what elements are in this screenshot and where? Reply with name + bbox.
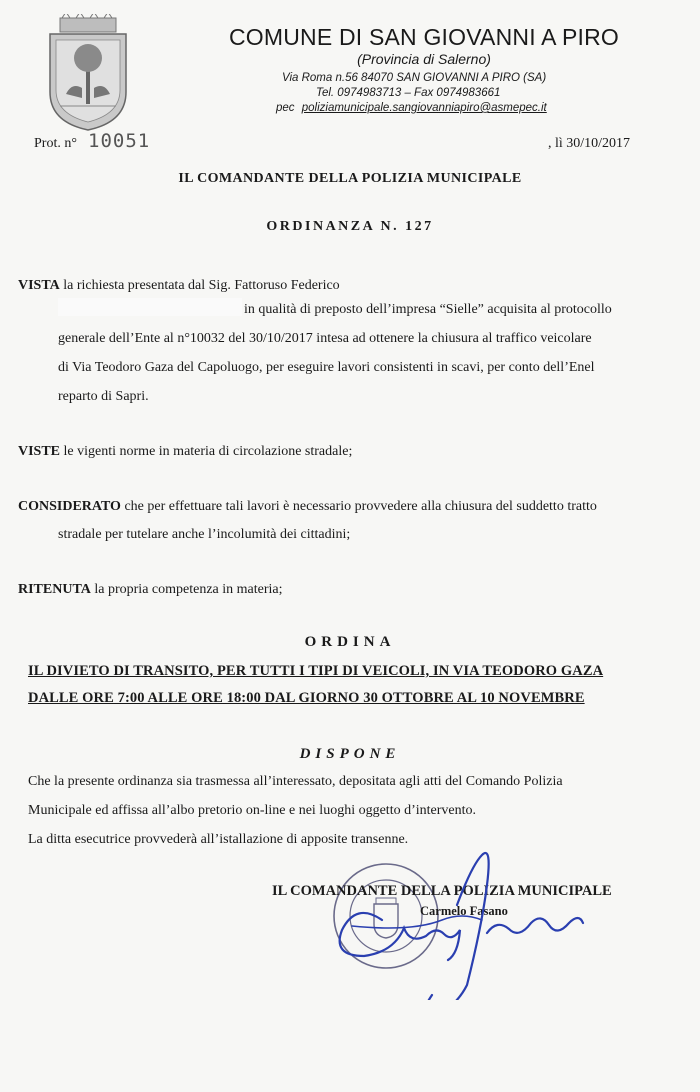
handwritten-signature-icon	[312, 845, 592, 1000]
ordinance-title: ORDINANZA N. 127	[266, 219, 434, 234]
dispone-heading: DISPONE	[299, 746, 401, 762]
vista-keyword: VISTA	[18, 278, 60, 293]
coat-of-arms-icon	[44, 14, 132, 132]
protocol-number: 10051	[88, 130, 151, 152]
dispone-line-1: Che la presente ordinanza sia trasmessa all’interessato, depositata agli atti del Comando Polizia	[28, 774, 563, 789]
considerato-line-2: stradale per tutelare anche l’incolumità dei cittadini;	[58, 527, 351, 542]
pec-label: pec	[276, 102, 295, 114]
ritenuta-keyword: RITENUTA	[18, 582, 91, 597]
ritenuta-paragraph	[18, 582, 283, 598]
vista-line-3: generale dell’Ente al n°10032 del 30/10/2017 intesa ad ottenere la chiusura al traffico veicolare	[58, 331, 592, 346]
document-date: , lì 30/10/2017	[548, 136, 631, 151]
vista-line-4: di Via Teodoro Gaza del Capoluogo, per eseguire lavori consistenti in scavi, per conto dell’Enel	[58, 360, 595, 375]
protocol-label: Prot. n°	[34, 136, 77, 151]
signatory-name: Carmelo Fasano	[420, 904, 508, 918]
considerato-keyword: CONSIDERATO	[18, 499, 121, 514]
ritenuta-text: la propria competenza in materia;	[90, 582, 283, 597]
considerato-text-1: che per effettuare tali lavori è necessario provvedere alla chiusura del suddetto tratto	[120, 499, 597, 514]
ordina-heading: ORDINA	[304, 634, 396, 650]
considerato-line-1	[18, 499, 597, 515]
pec-line	[276, 102, 547, 114]
dispone-line-2: Municipale ed affissa all’albo pretorio on-line e nei luoghi oggetto d’intervento.	[28, 803, 476, 818]
viste-paragraph	[18, 444, 352, 460]
ordina-line-2: DALLE ORE 7:00 ALLE ORE 18:00 DAL GIORNO 30 OTTOBRE AL 10 NOVEMBRE	[28, 690, 585, 706]
document-heading: IL COMANDANTE DELLA POLIZIA MUNICIPALE	[178, 171, 522, 186]
municipality-title: COMUNE DI SAN GIOVANNI A PIRO	[228, 24, 620, 50]
viste-keyword: VISTE	[18, 444, 61, 459]
province-line: (Provincia di Salerno)	[357, 51, 491, 67]
ordina-line-1: IL DIVIETO DI TRANSITO, PER TUTTI I TIPI DI VEICOLI, IN VIA TEODORO GAZA	[28, 663, 604, 679]
pec-email-link[interactable]: poliziamunicipale.sangiovanniapiro@asmepec.it	[301, 102, 547, 114]
vista-line-2: in qualità di preposto dell’impresa “Sielle” acquisita al protocollo	[244, 302, 612, 317]
vista-line-1	[18, 278, 340, 294]
phone-line: Tel. 0974983713 – Fax 0974983661	[316, 87, 501, 99]
viste-text: le vigenti norme in materia di circolazione stradale;	[60, 444, 353, 459]
vista-text-1: la richiesta presentata dal Sig. Fattoruso Federico	[59, 278, 340, 293]
dispone-line-3: La ditta esecutrice provvederà all’istallazione di apposite transenne.	[28, 832, 409, 847]
signatory-title: IL COMANDANTE DELLA POLIZIA MUNICIPALE	[272, 883, 612, 899]
vista-line-5: reparto di Sapri.	[58, 389, 149, 404]
redaction-box	[58, 298, 242, 316]
address-line: Via Roma n.56 84070 SAN GIOVANNI A PIRO (SA)	[282, 72, 547, 84]
